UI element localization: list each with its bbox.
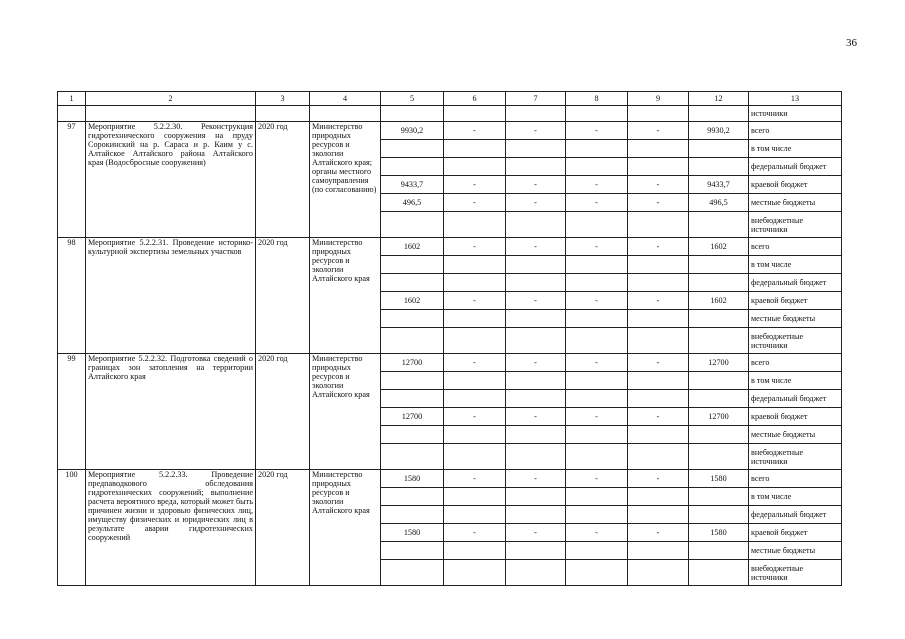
value-cell-c6: -: [444, 176, 506, 194]
value-cell-c8: [566, 426, 628, 444]
value-cell-c6: -: [444, 470, 506, 488]
value-cell-c7: -: [506, 122, 566, 140]
row-number: 99: [58, 354, 86, 470]
value-cell-c8: [566, 256, 628, 274]
value-cell-c8: [566, 310, 628, 328]
value-cell-c6: [444, 390, 506, 408]
value-cell-c6: -: [444, 194, 506, 212]
value-cell-c6: [444, 488, 506, 506]
value-cell-c6: -: [444, 238, 506, 256]
value-cell-c9: [628, 506, 689, 524]
value-cell-c12: 9930,2: [689, 122, 749, 140]
value-cell-c8: [566, 542, 628, 560]
value-cell-c12: [689, 274, 749, 292]
value-cell-c9: [628, 488, 689, 506]
funding-source: федеральный бюджет: [749, 158, 842, 176]
value-cell-c5: 1602: [381, 292, 444, 310]
value-cell-c9: [628, 274, 689, 292]
table-row: [58, 470, 842, 488]
value-cell-c7: [506, 158, 566, 176]
value-cell-c6: -: [444, 354, 506, 372]
sources-note: источники: [749, 106, 842, 122]
value-cell-c9: [628, 542, 689, 560]
header-cell: 6: [444, 92, 506, 106]
funding-source: федеральный бюджет: [749, 390, 842, 408]
funding-source: местные бюджеты: [749, 194, 842, 212]
value-cell-c8: -: [566, 194, 628, 212]
value-cell-c9: -: [628, 194, 689, 212]
value-cell-c9: -: [628, 408, 689, 426]
value-cell-c5: 9433,7: [381, 176, 444, 194]
activity-year: 2020 год: [256, 122, 310, 238]
funding-source: краевой бюджет: [749, 408, 842, 426]
value-cell-c12: [689, 506, 749, 524]
value-cell-c7: [506, 542, 566, 560]
value-cell-c7: [506, 390, 566, 408]
value-cell-c5: 1602: [381, 238, 444, 256]
value-cell-c6: -: [444, 524, 506, 542]
value-cell-c9: [628, 140, 689, 158]
value-cell-c6: [444, 506, 506, 524]
value-cell-c8: [566, 372, 628, 390]
value-cell-c5: [381, 310, 444, 328]
value-cell-c7: -: [506, 292, 566, 310]
value-cell-c6: [444, 426, 506, 444]
value-cell-c12: 496,5: [689, 194, 749, 212]
value-cell-c7: [506, 212, 566, 238]
activity-year: 2020 год: [256, 354, 310, 470]
value-cell-c5: [381, 140, 444, 158]
sources-note-row: [58, 106, 842, 122]
value-cell-c6: [444, 328, 506, 354]
value-cell-c8: [566, 488, 628, 506]
value-cell-c8: [566, 506, 628, 524]
page-number: 36: [846, 37, 857, 49]
value-cell-c9: [628, 310, 689, 328]
value-cell-c5: 1580: [381, 470, 444, 488]
value-cell-c7: -: [506, 194, 566, 212]
value-cell-c12: 1580: [689, 524, 749, 542]
activity-description: Мероприятие 5.2.2.32. Подготовка сведений о границах зон затопления на территории Алтайского края: [86, 354, 256, 470]
activity-description: Мероприятие 5.2.2.33. Проведение предпаводкового обследования гидротехнических сооружений; выполнение расчета вероятного вреда, который может быть причинен жизни и здоровью физических лиц, имуществу физических и юридических лиц в результате аварии гидротехнических сооружений: [86, 470, 256, 586]
value-cell-c7: [506, 310, 566, 328]
value-cell-c12: 1602: [689, 238, 749, 256]
value-cell-c6: [444, 542, 506, 560]
value-cell-c7: [506, 506, 566, 524]
value-cell-c9: [628, 560, 689, 586]
value-cell-c12: 12700: [689, 408, 749, 426]
value-cell-c9: [628, 256, 689, 274]
header-cell: 3: [256, 92, 310, 106]
value-cell-c12: 9433,7: [689, 176, 749, 194]
funding-source: внебюджетные источники: [749, 212, 842, 238]
value-cell-c6: -: [444, 292, 506, 310]
header-cell: 2: [86, 92, 256, 106]
funding-source: внебюджетные источники: [749, 444, 842, 470]
value-cell-c7: -: [506, 238, 566, 256]
value-cell-c5: [381, 274, 444, 292]
value-cell-c5: [381, 560, 444, 586]
value-cell-c12: 12700: [689, 354, 749, 372]
funding-source: федеральный бюджет: [749, 506, 842, 524]
value-cell-c12: [689, 256, 749, 274]
value-cell-c6: [444, 372, 506, 390]
value-cell-c5: [381, 390, 444, 408]
value-cell-c7: [506, 560, 566, 586]
value-cell-c9: [628, 444, 689, 470]
funding-source: краевой бюджет: [749, 292, 842, 310]
value-cell-c7: -: [506, 524, 566, 542]
value-cell-c6: [444, 140, 506, 158]
funding-source: в том числе: [749, 488, 842, 506]
value-cell-c9: -: [628, 524, 689, 542]
value-cell-c12: [689, 426, 749, 444]
header-cell: 5: [381, 92, 444, 106]
value-cell-c12: [689, 542, 749, 560]
funding-source: краевой бюджет: [749, 176, 842, 194]
value-cell-c9: -: [628, 470, 689, 488]
value-cell-c6: [444, 212, 506, 238]
activity-description: Мероприятие 5.2.2.31. Проведение историко-культурной экспертизы земельных участков: [86, 238, 256, 354]
value-cell-c6: [444, 310, 506, 328]
executor: Министерство природных ресурсов и экологии Алтайского края: [310, 354, 381, 470]
value-cell-c12: [689, 560, 749, 586]
value-cell-c12: [689, 158, 749, 176]
value-cell-c12: [689, 390, 749, 408]
value-cell-c5: 9930,2: [381, 122, 444, 140]
funding-source: всего: [749, 470, 842, 488]
header-cell: 4: [310, 92, 381, 106]
funding-source: всего: [749, 122, 842, 140]
value-cell-c6: -: [444, 122, 506, 140]
value-cell-c8: [566, 212, 628, 238]
funding-source: местные бюджеты: [749, 426, 842, 444]
value-cell-c8: [566, 140, 628, 158]
value-cell-c5: [381, 328, 444, 354]
value-cell-c8: -: [566, 470, 628, 488]
funding-source: всего: [749, 354, 842, 372]
value-cell-c7: [506, 444, 566, 470]
value-cell-c7: -: [506, 176, 566, 194]
value-cell-c5: [381, 426, 444, 444]
value-cell-c6: [444, 158, 506, 176]
value-cell-c8: -: [566, 122, 628, 140]
value-cell-c8: -: [566, 524, 628, 542]
funding-source: внебюджетные источники: [749, 328, 842, 354]
value-cell-c8: -: [566, 176, 628, 194]
value-cell-c5: 12700: [381, 408, 444, 426]
value-cell-c9: -: [628, 122, 689, 140]
value-cell-c5: [381, 256, 444, 274]
value-cell-c9: [628, 426, 689, 444]
funding-source: местные бюджеты: [749, 310, 842, 328]
value-cell-c7: -: [506, 408, 566, 426]
value-cell-c7: -: [506, 354, 566, 372]
value-cell-c7: [506, 488, 566, 506]
value-cell-c5: [381, 542, 444, 560]
value-cell-c5: [381, 444, 444, 470]
value-cell-c5: [381, 506, 444, 524]
value-cell-c5: [381, 488, 444, 506]
funding-source: краевой бюджет: [749, 524, 842, 542]
activity-description: Мероприятие 5.2.2.30. Реконструкция гидротехнического сооружения на пруду Сорокинский на р. Сараса и р. Каим у с. Алтайское Алтайского района Алтайского края (Водосбросные сооружения): [86, 122, 256, 238]
value-cell-c7: -: [506, 470, 566, 488]
value-cell-c12: [689, 372, 749, 390]
value-cell-c8: -: [566, 354, 628, 372]
value-cell-c12: [689, 328, 749, 354]
value-cell-c12: 1580: [689, 470, 749, 488]
value-cell-c5: 1580: [381, 524, 444, 542]
value-cell-c9: [628, 328, 689, 354]
value-cell-c6: -: [444, 408, 506, 426]
funding-source: в том числе: [749, 140, 842, 158]
activity-year: 2020 год: [256, 470, 310, 586]
value-cell-c12: 1602: [689, 292, 749, 310]
executor: Министерство природных ресурсов и экологии Алтайского края; органы местного самоуправления (по согласованию): [310, 122, 381, 238]
value-cell-c9: [628, 372, 689, 390]
header-cell: 9: [628, 92, 689, 106]
value-cell-c6: [444, 274, 506, 292]
funding-source: внебюджетные источники: [749, 560, 842, 586]
value-cell-c12: [689, 444, 749, 470]
header-cell: 1: [58, 92, 86, 106]
funding-source: местные бюджеты: [749, 542, 842, 560]
value-cell-c9: -: [628, 354, 689, 372]
value-cell-c9: -: [628, 176, 689, 194]
value-cell-c8: [566, 328, 628, 354]
row-number: 97: [58, 122, 86, 238]
value-cell-c12: [689, 488, 749, 506]
value-cell-c8: [566, 274, 628, 292]
executor: Министерство природных ресурсов и экологии Алтайского края: [310, 470, 381, 586]
value-cell-c7: [506, 328, 566, 354]
value-cell-c8: -: [566, 408, 628, 426]
value-cell-c8: [566, 390, 628, 408]
row-number: 98: [58, 238, 86, 354]
funding-source: в том числе: [749, 256, 842, 274]
value-cell-c9: -: [628, 238, 689, 256]
table-row: [58, 238, 842, 256]
value-cell-c5: [381, 158, 444, 176]
value-cell-c5: 496,5: [381, 194, 444, 212]
table-row: [58, 354, 842, 372]
value-cell-c5: 12700: [381, 354, 444, 372]
funding-source: всего: [749, 238, 842, 256]
funding-source: федеральный бюджет: [749, 274, 842, 292]
value-cell-c12: [689, 212, 749, 238]
funding-source: в том числе: [749, 372, 842, 390]
value-cell-c6: [444, 444, 506, 470]
value-cell-c6: [444, 256, 506, 274]
value-cell-c7: [506, 426, 566, 444]
value-cell-c8: [566, 158, 628, 176]
value-cell-c5: [381, 372, 444, 390]
row-number: 100: [58, 470, 86, 586]
value-cell-c9: [628, 158, 689, 176]
value-cell-c12: [689, 310, 749, 328]
header-cell: 12: [689, 92, 749, 106]
value-cell-c5: [381, 212, 444, 238]
value-cell-c9: [628, 390, 689, 408]
value-cell-c8: [566, 444, 628, 470]
value-cell-c9: -: [628, 292, 689, 310]
value-cell-c9: [628, 212, 689, 238]
header-cell: 8: [566, 92, 628, 106]
table-row: [58, 122, 842, 140]
value-cell-c6: [444, 560, 506, 586]
header-cell: 13: [749, 92, 842, 106]
value-cell-c12: [689, 140, 749, 158]
value-cell-c7: [506, 140, 566, 158]
header-row: [58, 92, 842, 106]
activity-year: 2020 год: [256, 238, 310, 354]
value-cell-c7: [506, 274, 566, 292]
budget-table: [57, 91, 842, 586]
value-cell-c8: -: [566, 238, 628, 256]
value-cell-c8: [566, 560, 628, 586]
value-cell-c7: [506, 372, 566, 390]
value-cell-c8: -: [566, 292, 628, 310]
value-cell-c7: [506, 256, 566, 274]
header-cell: 7: [506, 92, 566, 106]
executor: Министерство природных ресурсов и экологии Алтайского края: [310, 238, 381, 354]
